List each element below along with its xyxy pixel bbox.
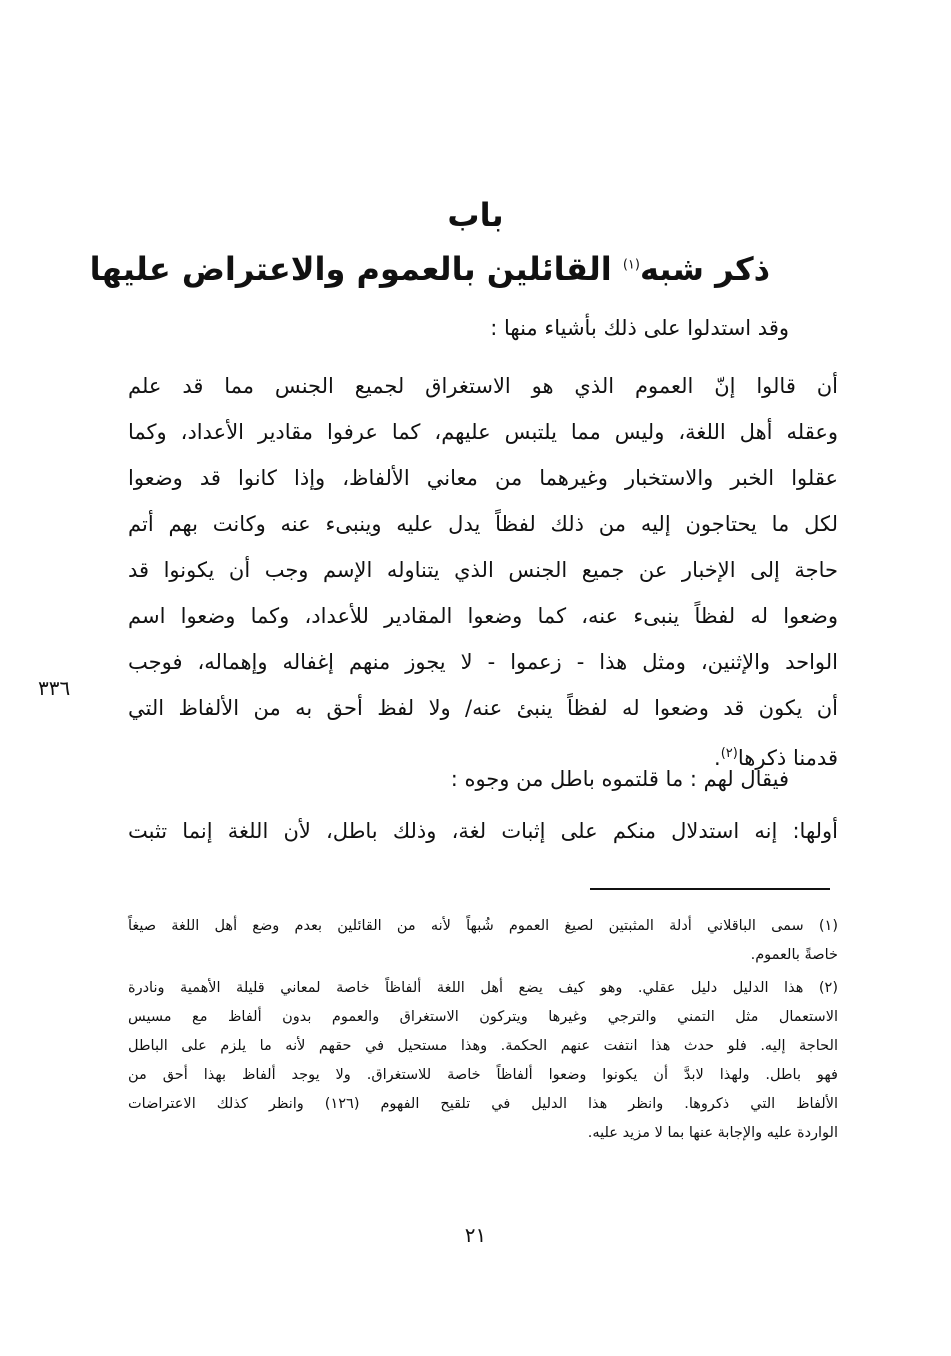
footnote-2-line: الواردة عليه والإجابة عنها بما لا مزيد عليه. [587,1125,838,1141]
footnote-separator [590,888,830,890]
footnote-2-line: فهو باطل. ولهذا لابدَّ أن يكونوا وضعوا ألفاظاً خاصة للاستغراق. ولا يوجد ألفاظ بهذا أحق من [128,1067,838,1083]
footnote-2-line: الألفاظ التي ذكروها. وانظر هذا الدليل في تلقيح الفهوم (١٢٦) وانظر كذلك الاعتراضات [128,1096,838,1112]
chapter-title-part2: القائلين بالعموم والاعتراض عليها [89,250,623,288]
paragraph-1-line: لكل ما يحتاجون إليه من ذلك لفظاً يدل عليه وينبىء عنه وكانت بهم أتم [128,512,838,536]
footnote-ref-2[interactable]: (٢) [720,746,738,761]
paragraph-1-line: وضعوا له لفظاً ينبىء عنه، كما وضعوا المقادير للأعداد، وكما وضعوا اسم [128,604,838,628]
chapter-title-part1: ذكر شبه [639,250,770,288]
paragraph-1-line: أن يكون قد وضعوا له لفظاً ينبئ عنه/ ولا لفظ أحق به من الألفاظ التي [128,696,838,720]
paragraph-1 [128,363,838,777]
paragraph-1-line: حاجة إلى الإخبار عن جميع الجنس الذي يتناوله الإسم وجب أن يكونوا قد [128,558,838,582]
footnote-2-line: (٢) هذا الدليل دليل عقلي. وهو كيف يضع أهل اللغة ألفاظاً خاصة لمعاني قليلة الأهمية ونادرة [128,980,838,996]
footnote-1-line: (١) سمى الباقلاني أدلة المثبتين لصيغ العموم شُبهاً لأنه من القائلين بعدم وضع أهل اللغة صيغاً [128,918,838,934]
footnotes [128,912,838,1148]
footnote-1-line: خاصةً بالعموم. [750,947,838,963]
page-number: ٢١ [464,1223,487,1247]
chapter-label: باب [447,196,504,234]
footnote-2-line: الاستعمال مثل التمني والترجي وغيرها ويتركون الاستغراق والعموم بدون ألفاظ مع مسيس [128,1009,838,1025]
paragraph-2: فيقال لهم : ما قلتموه باطل من وجوه : [450,767,789,791]
paragraph-1-last-punct: . [714,746,721,770]
chapter-title-footnote-ref[interactable]: (١) [622,257,640,273]
chapter-title [89,250,770,288]
paragraph-1-line: عقلوا الخبر والاستخبار وغيرهما من معاني الألفاظ، وإذا كانوا قد وضعوا [128,466,838,490]
paragraph-3: أولها: إنه استدلال منكم على إثبات لغة، وذلك باطل، لأن اللغة إنما تثبت [128,819,838,843]
paragraph-1-last-text: قدمنا ذكرها [737,746,838,770]
margin-page-reference: ٣٣٦ [38,676,71,700]
footnote-2-line: الحاجة إليه. فلو حدث هذا انتفت عنهم الحكمة. وهذا مستحيل في حقهم لأنه ما يلزم على الباطل [128,1038,838,1054]
paragraph-1-line: الواحد والإثنين، ومثل هذا - زعموا - لا يجوز منهم إغفاله وإهماله، فوجب [128,650,838,674]
paragraph-1-line: وعقله أهل اللغة، وليس مما يلتبس عليهم، كما عرفوا مقادير الأعداد، وكما [128,420,838,444]
paragraph-1-line: أن قالوا إنّ العموم الذي هو الاستغراق لجميع الجنس مما قد علم [128,374,838,398]
intro-line: وقد استدلوا على ذلك بأشياء منها : [490,316,789,340]
